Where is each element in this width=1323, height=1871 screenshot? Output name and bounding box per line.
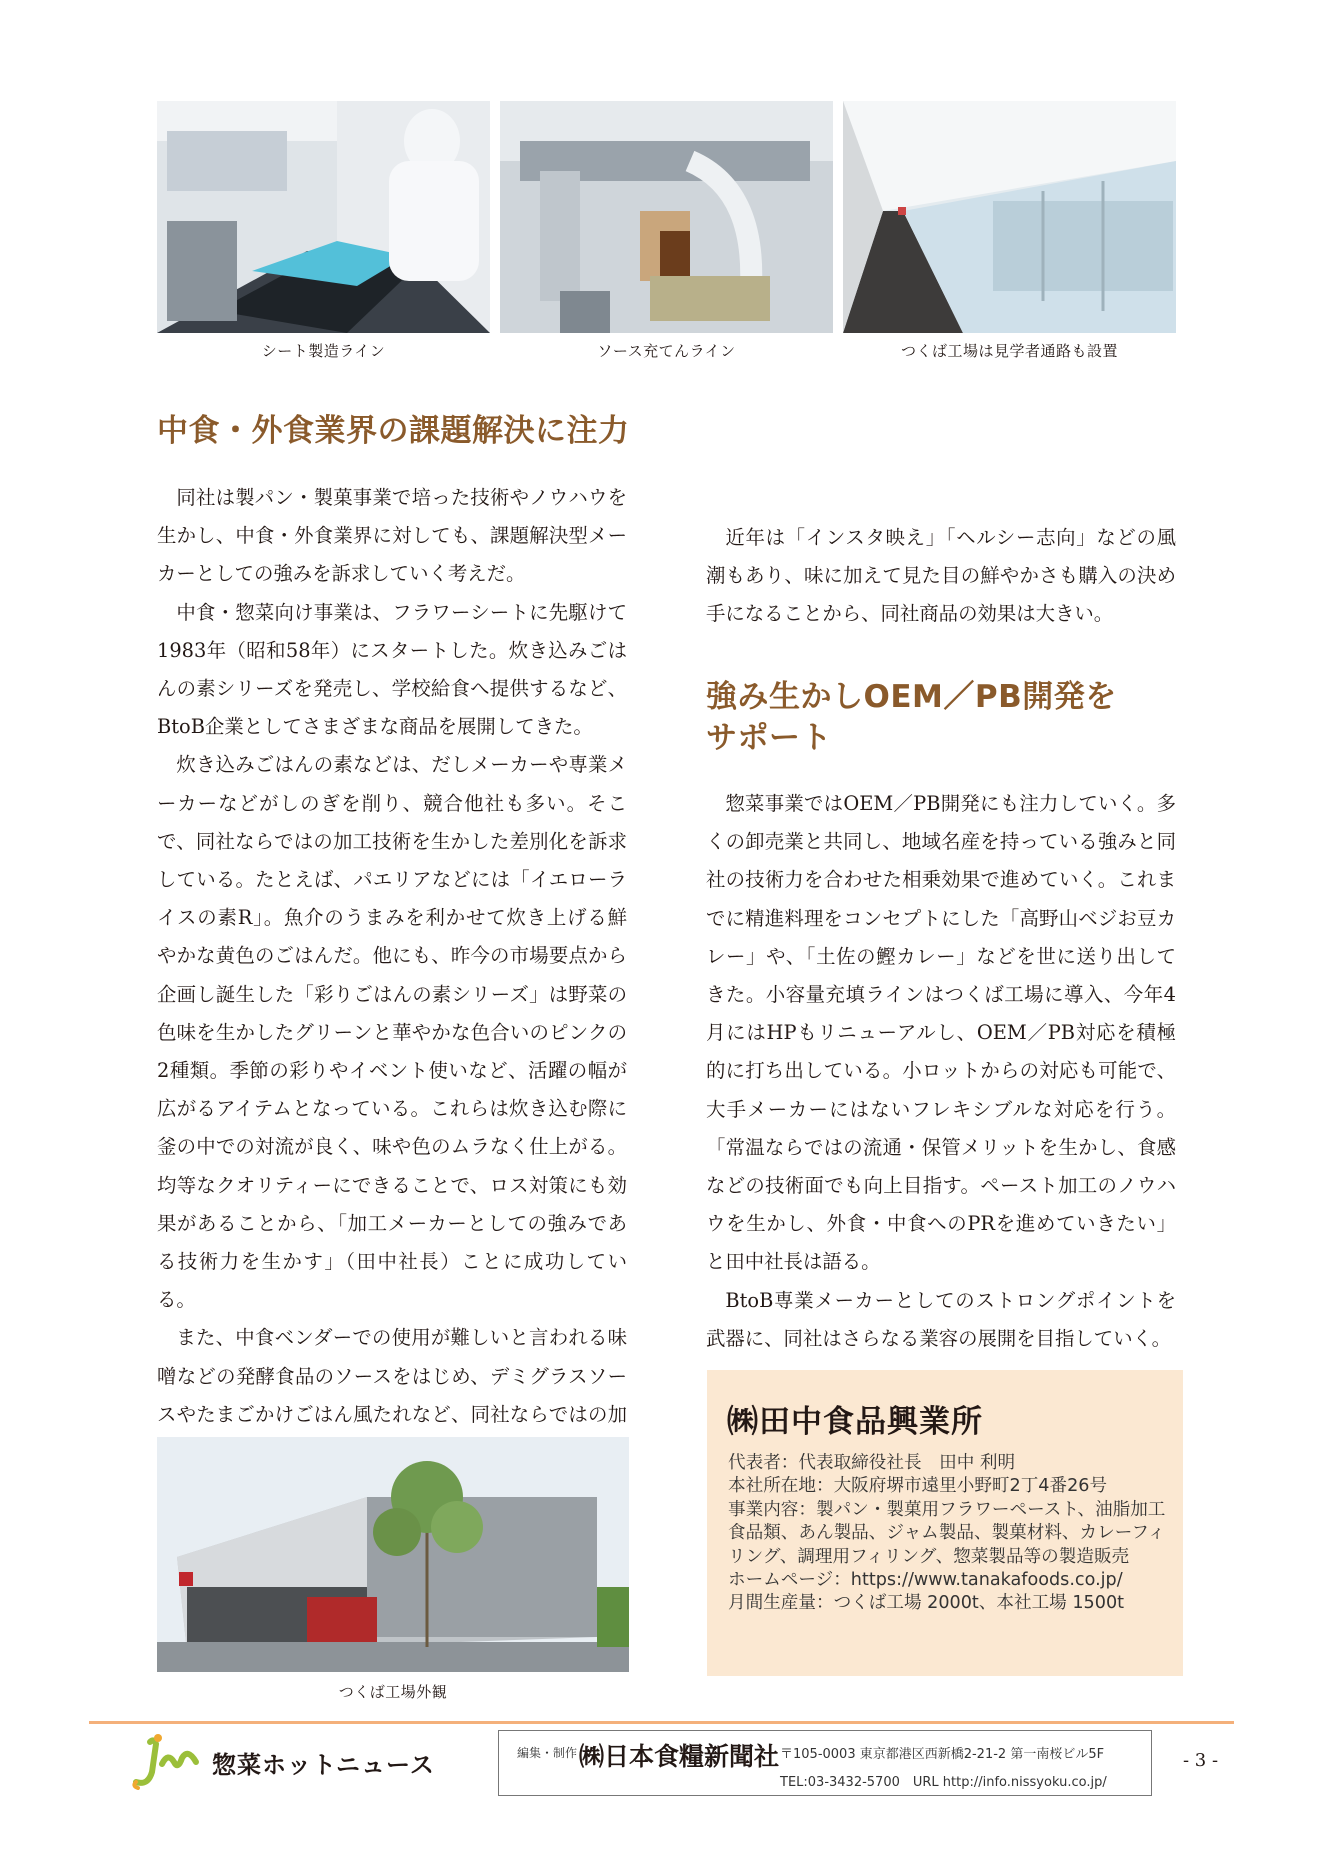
section-heading-oem-pb-line2: サポート bbox=[706, 720, 832, 756]
article-paragraph: 同社は製パン・製菓事業で培った技術やノウハウを生かし、中食・外食業界に対しても、課題解決型メーカーとしての強みを訴求していく考えだ。 bbox=[157, 486, 627, 586]
photo-sauce-line bbox=[500, 101, 833, 333]
page-number: - 3 - bbox=[1183, 1750, 1219, 1771]
footer-newsletter-title: 惣菜ホットニュース bbox=[212, 1751, 435, 1779]
article-paragraph: 近年は「インスタ映え」「ヘルシー志向」などの風潮もあり、味に加えて見た目の鮮やかさも購入の決め手になることから、同社商品の効果は大きい。 bbox=[706, 526, 1176, 626]
article-column-right-top bbox=[706, 405, 1176, 635]
footer-rule bbox=[89, 1721, 1234, 1724]
photo-caption-corridor: つくば工場は見学者通路も設置 bbox=[900, 342, 1118, 360]
photo-sheet-line bbox=[157, 101, 490, 333]
article-paragraph: 炊き込みごはんの素などは、だしメーカーや専業メーカーなどがしのぎを削り、競合他社も多い。そこで、同社ならではの加工技術を生かした差別化を訴求している。たとえば、パエリアなどには「イエローライスの素R」。魚介のうまみを利かせて炊き上げる鮮やかな黄色のごはんだ。他にも、昨今の市場要点から企画し誕生した「彩りごはんの素シリーズ」は野菜の色味を生かしたグリーンと華やかな色合いのピンクの2種類。季節の彩りやイベント使いなど、活躍の幅が広がるアイテムとなっている。これらは炊き込む際に釜の中での対流が良く、味や色のムラなく仕上がる。均等なクオリティーにできることで、ロス対策にも効果があることから、「加工メーカーとしての強みである技術力を生かす」（田中社長）ことに成功している。 bbox=[157, 753, 627, 1312]
photo-caption-tsukuba-factory: つくば工場外観 bbox=[338, 1683, 448, 1701]
company-production: 月間生産量：つくば工場 2000t、本社工場 1500t bbox=[728, 1593, 1125, 1614]
publisher-name: ㈱日本食糧新聞社 bbox=[579, 1742, 780, 1771]
photo-tsukuba-factory bbox=[157, 1437, 629, 1672]
photo-caption-sheet-line: シート製造ライン bbox=[261, 342, 386, 360]
publisher-box bbox=[498, 1730, 1152, 1796]
photo-visitor-corridor bbox=[843, 101, 1176, 333]
company-homepage: ホームページ：https://www.tanakafoods.co.jp/ bbox=[728, 1570, 1123, 1591]
section-heading-oem-pb bbox=[706, 677, 1117, 759]
company-name: ㈱田中食品興業所 bbox=[727, 1404, 983, 1440]
publisher-address: 〒105-0003 東京都港区西新橋2-21-2 第一南桜ビル5F bbox=[780, 1747, 1105, 1762]
company-profile-box bbox=[707, 1370, 1183, 1676]
article-column-right bbox=[706, 785, 1176, 1350]
photo-caption-sauce-line: ソース充てんライン bbox=[597, 342, 736, 360]
company-representative: 代表者：代表取締役社長 田中 利明 bbox=[728, 1453, 1016, 1473]
section-heading-oem-pb-line1: 強み生かしOEM／PB開発を bbox=[706, 679, 1117, 715]
article-paragraph: 中食・惣菜向け事業は、フラワーシートに先駆けて1983年（昭和58年）にスタートした。炊き込みごはんの素シリーズを発売し、学校給食へ提供するなど、BtoB企業としてさまざまな商品を展開してきた。 bbox=[157, 600, 627, 739]
publisher-label: 編集・制作 bbox=[517, 1746, 578, 1760]
section-heading-nakashoku: 中食・外食業界の課題解決に注力 bbox=[157, 413, 630, 449]
article-paragraph: BtoB専業メーカーとしてのストロングポイントを武器に、同社はさらなる業容の展開を目指していく。 bbox=[706, 1288, 1176, 1350]
jn-logo-icon bbox=[130, 1734, 202, 1790]
article-paragraph: また、中食ベンダーでの使用が難しいと言われる味噌などの発酵食品のソースをはじめ、デミグラスソースやたまごかけごはん風たれなど、同社ならではの加 bbox=[157, 1326, 627, 1426]
company-info bbox=[728, 1452, 1166, 1616]
article-column-left bbox=[157, 479, 627, 1426]
company-business: 事業内容：製パン・製菓用フラワーペースト、油脂加工食品類、あん製品、ジャム製品、製菓材料、カレーフィリング、調理用フィリング、惣菜製品等の製造販売 bbox=[728, 1499, 1166, 1567]
company-address: 本社所在地：大阪府堺市遠里小野町2丁4番26号 bbox=[728, 1476, 1108, 1497]
publisher-contact: TEL:03-3432-5700 URL http://info.nissyoku.co.jp/ bbox=[780, 1775, 1107, 1790]
article-paragraph: 惣菜事業ではOEM／PB開発にも注力していく。多くの卸売業と共同し、地域名産を持っている強みと同社の技術力を合わせた相乗効果で進めていく。これまでに精進料理をコンセプトにした「高野山ベジお豆カレー」や、「土佐の鰹カレー」などを世に送り出してきた。小容量充填ラインはつくば工場に導入、今年4月にはHPもリニューアルし、OEM／PB対応を積極的に打ち出している。小ロットからの対応も可能で、大手メーカーにはないフレキシブルな対応を行う。「常温ならではの流通・保管メリットを生かし、食感などの技術面でも向上目指す。ペースト加工のノウハウを生かし、外食・中食へのPRを進めていきたい」と田中社長は語る。 bbox=[706, 792, 1176, 1274]
